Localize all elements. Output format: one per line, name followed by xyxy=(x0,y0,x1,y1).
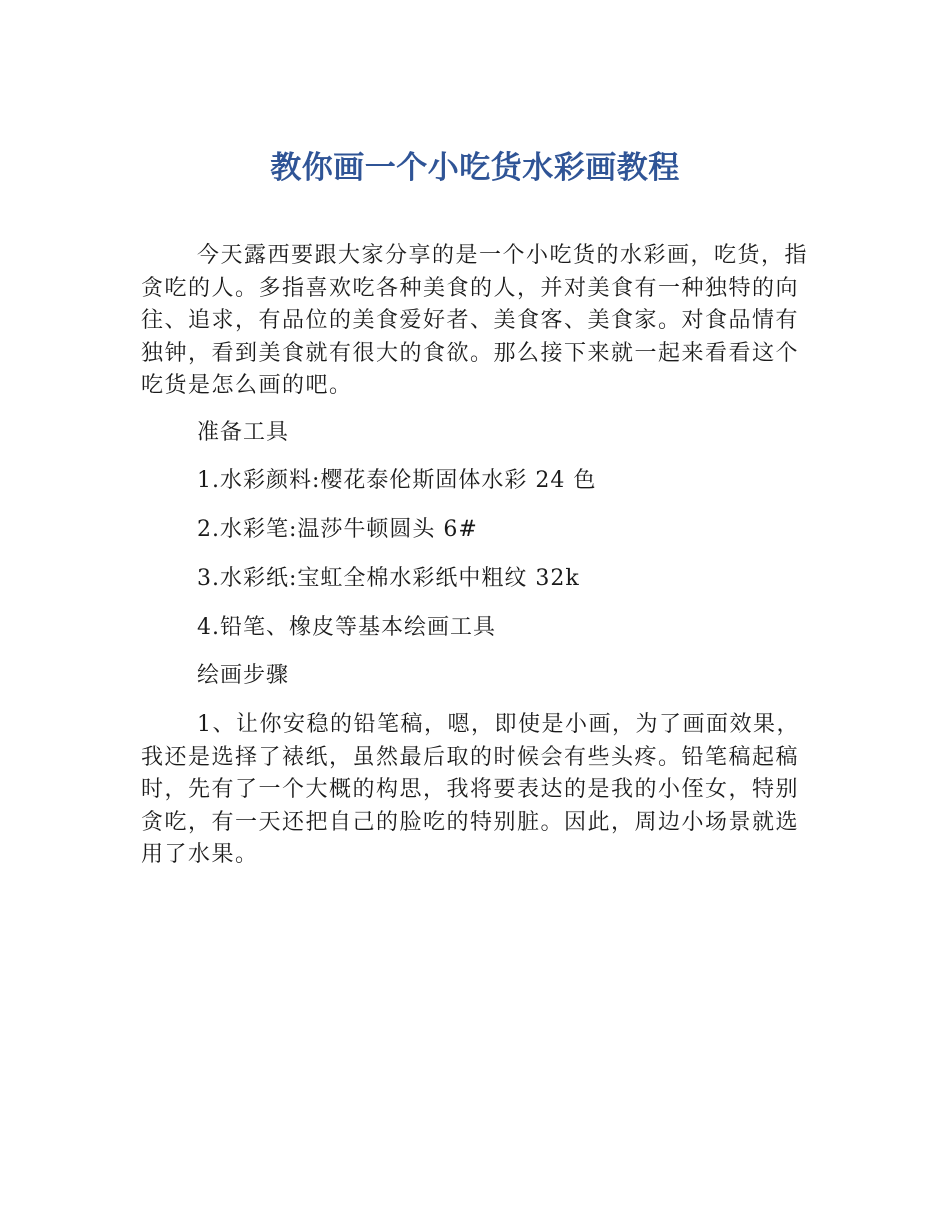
tools-heading: 准备工具 xyxy=(197,420,290,445)
tool-item-pencil-eraser: 4.铅笔、橡皮等基本绘画工具 xyxy=(197,615,496,640)
tool-item-brush: 2.水彩笔:温莎牛顿圆头 6# xyxy=(197,517,478,542)
intro-paragraph: 今天露西要跟大家分享的是一个小吃货的水彩画，吃货，指贪吃的人。多指喜欢吃各种美食的人，并对美食有一种独特的向往、追求，有品位的美食爱好者、美食客、美食家。对食品情有独钟，看到美食就有很大的食欲。那么接下来就一起来看看这个吃货是怎么画的吧。 xyxy=(141,243,809,399)
step-1-paragraph: 1、让你安稳的铅笔稿，嗯，即使是小画，为了画面效果，我还是选择了裱纸，虽然最后取的时候会有些头疼。铅笔稿起稿时，先有了一个大概的构思，我将要表达的是我的小侄女，特别贪吃，有一天还把自己的脸吃的特别脏。因此，周边小场景就选用了水果。 xyxy=(141,712,800,868)
document-title: 教你画一个小吃货水彩画教程 xyxy=(270,150,680,186)
tool-item-paints: 1.水彩颜料:樱花泰伦斯固体水彩 24 色 xyxy=(197,468,597,493)
tool-item-paper: 3.水彩纸:宝虹全棉水彩纸中粗纹 32k xyxy=(197,566,580,591)
steps-heading: 绘画步骤 xyxy=(197,663,290,688)
